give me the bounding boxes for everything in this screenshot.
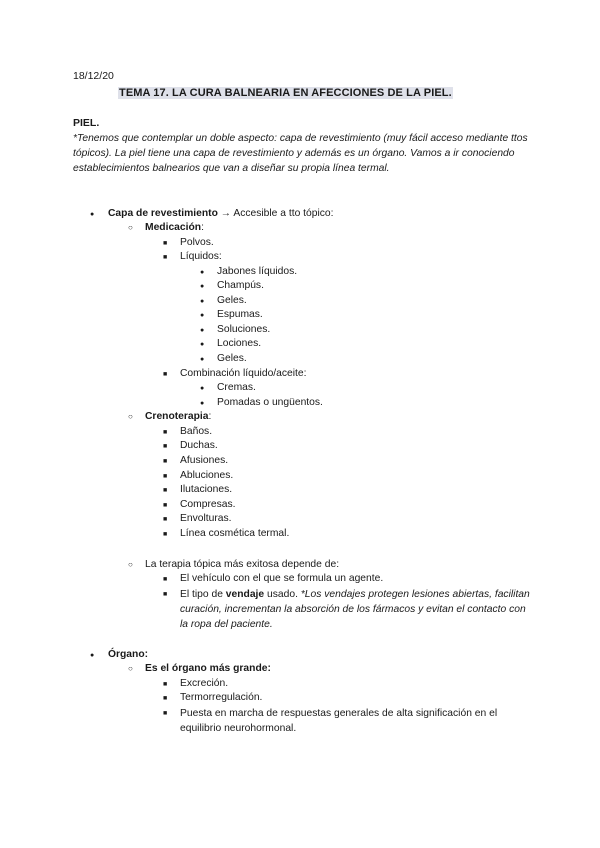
square-bullet-icon [163, 483, 167, 498]
list-item: Baños. [180, 426, 213, 437]
page-title: TEMA 17. LA CURA BALNEARIA EN AFECCIONES DE LA PIEL. [119, 87, 452, 99]
square-bullet-icon [163, 367, 167, 382]
bullet-icon [200, 337, 204, 352]
bullet-icon [90, 648, 94, 663]
bullet-icon [200, 396, 204, 411]
list-item-organo-sub: Es el órgano más grande: [145, 663, 271, 674]
list-item: Puesta en marcha de respuestas generales de alta significación en el equilibrio neurohormonal. [180, 708, 498, 734]
list-item-capa [108, 207, 334, 221]
list-item: Envolturas. [180, 513, 232, 524]
square-bullet-icon [163, 469, 167, 484]
list-item: Jabones líquidos. [217, 266, 298, 277]
square-bullet-icon [163, 691, 167, 706]
square-bullet-icon [163, 677, 167, 692]
circle-bullet-icon [128, 662, 133, 676]
medicacion-label: Medicación [145, 222, 202, 233]
vendaje-post: usado. [264, 589, 301, 600]
square-bullet-icon [163, 425, 167, 440]
square-bullet-icon [163, 236, 167, 251]
list-item: Champús. [217, 280, 264, 291]
list-item: Termorregulación. [180, 692, 263, 703]
date: 18/12/20 [73, 70, 114, 82]
circle-bullet-icon [128, 558, 133, 572]
list-item: La terapia tópica más exitosa depende de: [145, 559, 340, 570]
list-item: Geles. [217, 295, 247, 306]
square-bullet-icon [163, 572, 167, 587]
list-item: Afusiones. [180, 455, 229, 466]
bullet-icon [200, 381, 204, 396]
list-item: Geles. [217, 353, 247, 364]
bullet-icon [200, 323, 204, 338]
bullet-icon [200, 294, 204, 309]
list-item: Soluciones. [217, 324, 271, 335]
square-bullet-icon [163, 527, 167, 542]
list-item: Lociones. [217, 338, 262, 349]
capa-label: Capa de revestimiento [108, 208, 218, 219]
crenoterapia-label: Crenoterapia [145, 411, 209, 422]
list-item: El vehículo con el que se formula un agente. [180, 573, 384, 584]
square-bullet-icon [163, 498, 167, 513]
list-item: Excreción. [180, 678, 229, 689]
bullet-icon [200, 265, 204, 280]
capa-rest: → Accesible a tto tópico: [217, 208, 334, 219]
bullet-icon [90, 207, 94, 222]
list-item: Combinación líquido/aceite: [180, 368, 307, 379]
circle-bullet-icon [128, 410, 133, 424]
bullet-icon [200, 279, 204, 294]
list-item: Líquidos: [180, 251, 222, 262]
square-bullet-icon [163, 250, 167, 265]
list-item-medicacion [145, 221, 204, 235]
list-item: Polvos. [180, 237, 214, 248]
list-item-organo: Órgano: [108, 649, 149, 660]
vendaje-bold: vendaje [225, 589, 265, 600]
list-item: Compresas. [180, 499, 236, 510]
square-bullet-icon [163, 706, 167, 721]
square-bullet-icon [163, 587, 167, 602]
list-item: Línea cosmética termal. [180, 528, 290, 539]
list-item: Cremas. [217, 382, 256, 393]
section-heading: PIEL. [73, 117, 100, 129]
circle-bullet-icon [128, 221, 133, 235]
medicacion-suffix: : [201, 222, 204, 233]
square-bullet-icon [163, 454, 167, 469]
vendaje-note: *Los vendajes protegen lesiones abiertas, facilitan curación, incrementan la absorción de los fármacos y evitan el contacto con la ropa del paciente. [180, 589, 530, 630]
list-item: Espumas. [217, 309, 263, 320]
vendaje-pre: El tipo de [180, 589, 226, 600]
list-item: Abluciones. [180, 470, 234, 481]
list-item: Duchas. [180, 440, 218, 451]
list-item-vendaje [180, 587, 535, 632]
square-bullet-icon [163, 439, 167, 454]
crenoterapia-suffix: : [208, 411, 212, 422]
list-item-crenoterapia [145, 410, 211, 424]
list-item: Pomadas o ungüentos. [217, 397, 323, 408]
intro-paragraph: *Tenemos que contemplar un doble aspecto: capa de revestimiento (muy fácil acceso mediante ttos tópicos). La piel tiene una capa de revestimiento y además es un órgano. Vamos a ir conociendo establecimientos balnearios que van a diseñar su propia línea termal. [73, 133, 528, 174]
bullet-icon [200, 352, 204, 367]
bullet-icon [200, 308, 204, 323]
list-item: Ilutaciones. [180, 484, 233, 495]
square-bullet-icon [163, 512, 167, 527]
